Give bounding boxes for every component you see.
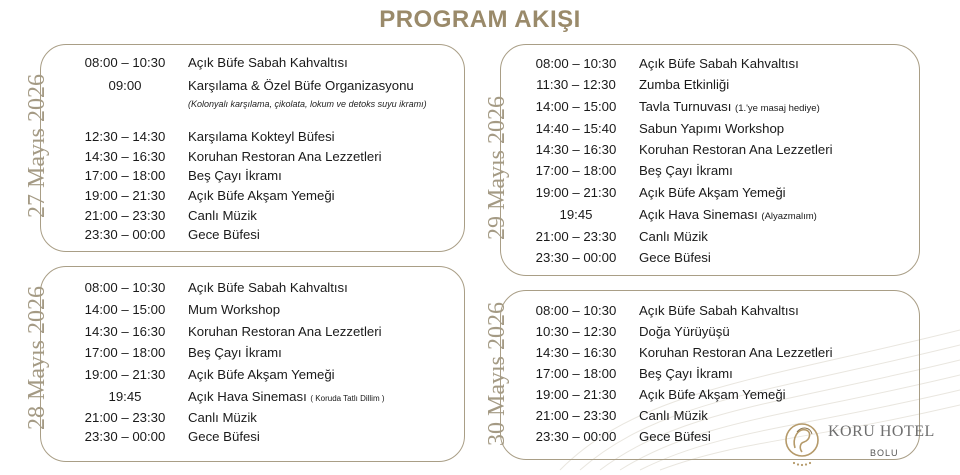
- schedule-time: 08:00 – 10:30: [535, 56, 617, 71]
- brand-city: BOLU: [870, 448, 899, 458]
- schedule-time: 17:00 – 18:00: [84, 345, 166, 360]
- schedule-time: 09:00: [108, 78, 142, 93]
- schedule-time: 21:00 – 23:30: [535, 229, 617, 244]
- schedule-time: 10:30 – 12:30: [535, 324, 617, 339]
- schedule-time: 14:30 – 16:30: [84, 324, 166, 339]
- event-note: (Alyazmalım): [761, 211, 817, 222]
- schedule-time: 19:00 – 21:30: [535, 387, 617, 402]
- schedule-time: 19:00 – 21:30: [84, 188, 166, 203]
- schedule-time: 23:30 – 00:00: [535, 250, 617, 265]
- schedule-time: 21:00 – 23:30: [84, 208, 166, 223]
- schedule-event: Karşılama Kokteyl Büfesi: [188, 129, 335, 144]
- schedule-event: [639, 99, 820, 114]
- koru-hotel-emblem-icon: [782, 418, 822, 470]
- schedule-time: 19:45: [108, 389, 142, 404]
- schedule-event: Beş Çayı İkramı: [639, 163, 733, 178]
- schedule-time: 19:45: [559, 207, 593, 222]
- schedule-time: 23:30 – 00:00: [535, 429, 617, 444]
- event-title: Tavla Turnuvası: [639, 99, 732, 114]
- schedule-event: Doğa Yürüyüşü: [639, 324, 730, 339]
- schedule-time: 17:00 – 18:00: [535, 163, 617, 178]
- schedule-event: Gece Büfesi: [639, 250, 711, 265]
- schedule-event: Açık Büfe Sabah Kahvaltısı: [188, 55, 348, 70]
- schedule-time: 21:00 – 23:30: [84, 410, 166, 425]
- schedule-time: 14:30 – 16:30: [535, 345, 617, 360]
- schedule-event: Açık Büfe Sabah Kahvaltısı: [639, 56, 799, 71]
- schedule-event: [639, 207, 817, 222]
- schedule-time: 14:40 – 15:40: [535, 121, 617, 136]
- schedule-event: [188, 389, 385, 404]
- day-label-28: 28 Mayıs 2026: [24, 286, 50, 430]
- schedule-time: 14:00 – 15:00: [84, 302, 166, 317]
- schedule-time: 12:30 – 14:30: [84, 129, 166, 144]
- schedule-time: 11:30 – 12:30: [536, 77, 616, 92]
- schedule-event: Canlı Müzik: [639, 408, 708, 423]
- schedule-event: Koruhan Restoran Ana Lezzetleri: [639, 345, 833, 360]
- schedule-event: Gece Büfesi: [639, 429, 711, 444]
- schedule-event: Koruhan Restoran Ana Lezzetleri: [639, 142, 833, 157]
- schedule-time: 08:00 – 10:30: [84, 280, 166, 295]
- brand-name: KORU HOTEL: [828, 423, 935, 440]
- schedule-event: Canlı Müzik: [188, 208, 257, 223]
- schedule-time: 14:30 – 16:30: [84, 149, 166, 164]
- schedule-event: Açık Büfe Sabah Kahvaltısı: [639, 303, 799, 318]
- schedule-event: Zumba Etkinliği: [639, 77, 730, 92]
- schedule-event: Canlı Müzik: [188, 410, 257, 425]
- schedule-event: Gece Büfesi: [188, 227, 260, 242]
- schedule-time: 19:00 – 21:30: [84, 367, 166, 382]
- schedule-time: 14:30 – 16:30: [535, 142, 617, 157]
- schedule-event: Açık Büfe Akşam Yemeği: [188, 367, 335, 382]
- day-label-27: 27 Mayıs 2026: [24, 74, 50, 218]
- schedule-time: 17:00 – 18:00: [535, 366, 617, 381]
- brand-logo: [782, 418, 952, 470]
- event-note: ( Koruda Tatlı Dillim ): [310, 394, 385, 403]
- schedule-event: Gece Büfesi: [188, 429, 260, 444]
- schedule-time: 08:00 – 10:30: [84, 55, 166, 70]
- schedule-event: Karşılama & Özel Büfe Organizasyonu: [188, 78, 414, 93]
- schedule-event: Beş Çayı İkramı: [188, 345, 282, 360]
- page-title: PROGRAM AKIŞI: [379, 6, 581, 33]
- schedule-event: Açık Büfe Akşam Yemeği: [188, 188, 335, 203]
- schedule-event: Koruhan Restoran Ana Lezzetleri: [188, 324, 382, 339]
- schedule-time: 17:00 – 18:00: [84, 168, 166, 183]
- schedule-time: 08:00 – 10:30: [535, 303, 617, 318]
- schedule-subnote: (Kolonyalı karşılama, çikolata, lokum ve detoks suyu ikramı): [188, 99, 427, 109]
- schedule-time: 23:30 – 00:00: [84, 227, 166, 242]
- schedule-event: Açık Büfe Sabah Kahvaltısı: [188, 280, 348, 295]
- schedule-time: 21:00 – 23:30: [535, 408, 617, 423]
- schedule-event: Mum Workshop: [188, 302, 281, 317]
- schedule-time: 14:00 – 15:00: [535, 99, 617, 114]
- schedule-event: Sabun Yapımı Workshop: [639, 121, 785, 136]
- schedule-event: Canlı Müzik: [639, 229, 708, 244]
- schedule-event: Koruhan Restoran Ana Lezzetleri: [188, 149, 382, 164]
- schedule-event: Beş Çayı İkramı: [639, 366, 733, 381]
- schedule-time: 23:30 – 00:00: [84, 429, 166, 444]
- schedule-event: Açık Büfe Akşam Yemeği: [639, 185, 786, 200]
- event-note: (1.'ye masaj hediye): [735, 103, 820, 114]
- event-title: Açık Hava Sineması: [639, 207, 758, 222]
- schedule-time: 19:00 – 21:30: [535, 185, 617, 200]
- schedule-event: Beş Çayı İkramı: [188, 168, 282, 183]
- day-label-30: 30 Mayıs 2026: [484, 302, 510, 446]
- day-label-29: 29 Mayıs 2026: [484, 96, 510, 240]
- event-title: Açık Hava Sineması: [188, 389, 307, 404]
- schedule-event: Açık Büfe Akşam Yemeği: [639, 387, 786, 402]
